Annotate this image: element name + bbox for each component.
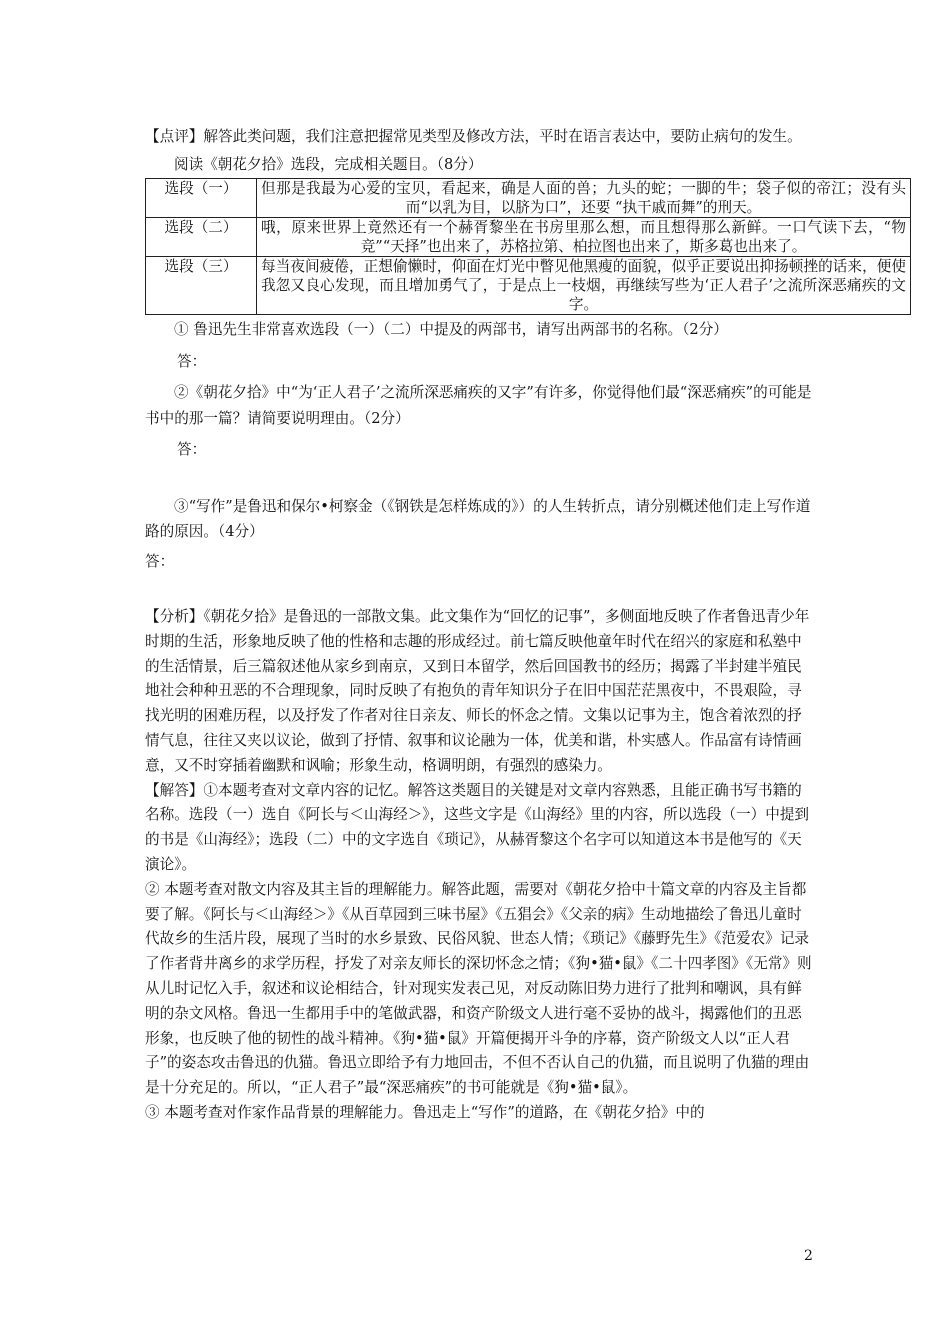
answer-paragraph-2: ② 本题考查对散文内容及其主旨的理解能力。解答此题，需要对《朝花夕拾中十篇文章的内容及主旨都要了解。《阿长与＜山海经＞》《从百草园到三味书屋》《五猖会》《父亲的病》生动地描绘了鲁迅儿童时代故乡的生活片段，展现了当时的水乡景致、民俗风貌、世态人情；《琐记》《藤野先生》《范爱农》记录了作者背井离乡的求学历程，抒发了对亲友师长的深切怀念之情；《狗•猫•鼠》《二十四孝图》《无常》则从儿时记忆入手，叙述和议论相结合，针对现实发表己见，对反动陈旧势力进行了批判和嘲讽，具有鲜明的杂文风格。鲁迅一生都用手中的笔做武器，和资产阶级文人进行毫不妥协的战斗，揭露他们的丑恶形象，也反映了他的韧性的战斗精神。《狗•猫•鼠》开篇便揭开斗争的序幕，资产阶级文人以“正人君子”的姿态攻击鲁迅的仇猫。鲁迅立即给予有力地回击，不但不否认自己的仇猫，而且说明了仇猫的理由是十分充足的。所以，“正人君子”最“深恶痛疾”的书可能就是《狗•猫•鼠》。: [145, 880, 812, 1097]
answer-label-1: 答：: [177, 352, 207, 370]
reading-intro: 阅读《朝花夕拾》选段，完成相关题目。（8分）: [174, 155, 483, 173]
document-body: [145, 124, 906, 1126]
table-row: [146, 257, 911, 315]
excerpt-text: 哦，原来世界上竟然还有一个赫胥黎坐在书房里那么想，而且想得那么新鲜。一口气读下去，“物竞”“天择”也出来了，苏格拉第、柏拉图也出来了，斯多葛也出来了。: [257, 218, 911, 257]
table-row: [146, 218, 911, 257]
table-row: [146, 179, 911, 218]
review-note: 【点评】解答此类问题，我们注意把握常见类型及修改方法，平时在语言表达中，要防止病句的发生。: [145, 128, 802, 145]
answer-label-2: 答：: [177, 441, 207, 458]
question-1: ① 鲁迅先生非常喜欢选段（一）（二）中提及的两部书，请写出两部书的名称。（2分）: [174, 321, 728, 338]
excerpt-label: 选段（一）: [146, 179, 257, 218]
answer-space: [145, 574, 813, 599]
excerpt-table: [145, 178, 911, 315]
answer-label-3: 答：: [145, 552, 175, 570]
answer-paragraph-1: 【解答】①本题考查对文章内容的记忆。解答这类题目的关键是对文章内容熟悉，且能正确书写书籍的名称。选段（一）选自《阿长与＜山海经＞》，这些文字是《山海经》里的内容，所以选段（一）中提到的书是《山海经》；选段（二）中的文字选自《琐记》，从赫胥黎这个名字可以知道这本书是他写的《天演论》。: [145, 781, 810, 873]
question-2: ②《朝花夕拾》中“为‘正人君子’之流所深恶痛疾的又字”有许多，你觉得他们最“深恶痛疾”的可能是书中的那一篇？请简要说明理由。（2分）: [145, 384, 812, 427]
excerpt-text: 但那是我最为心爱的宝贝，看起来，确是人面的兽；九头的蛇；一脚的牛；袋子似的帝江；没有头而“以乳为目，以脐为口”，还要 “执干戚而舞”的刑天。: [257, 179, 911, 218]
solution-section: [145, 605, 813, 1126]
excerpt-text: 每当夜间疲倦，正想偷懒时，仰面在灯光中瞥见他黑瘦的面貌，似乎正要说出抑扬顿挫的话来，便使我忽又良心发现，而且增加勇气了，于是点上一枝烟，再继续写些为‘正人君子’之流所深恶痛疾的文字。: [257, 257, 911, 315]
question-3: ③“写作”是鲁迅和保尔•柯察金（《钢铁是怎样炼成的》）的人生转折点，请分别概述他们走上写作道路的原因。（4分）: [145, 497, 811, 540]
answer-space: [145, 463, 813, 488]
excerpt-label: 选段（三）: [146, 257, 257, 315]
answer-paragraph-3: ③ 本题考查对作家作品背景的理解能力。鲁迅走上“写作”的道路，在《朝花夕拾》中的: [145, 1103, 705, 1121]
excerpt-label: 选段（二）: [146, 218, 257, 257]
page-number: 2: [804, 1248, 813, 1264]
analysis-paragraph: 【分析】《朝花夕拾》是鲁迅的一部散文集。此文集作为“回忆的记事”，多侧面地反映了作者鲁迅青少年时期的生活，形象地反映了他的性格和志趣的形成经过。前七篇反映他童年时代在绍兴的家庭和私塾中的生活情景，后三篇叙述他从家乡到南京，又到日本留学，然后回国教书的经历；揭露了半封建半殖民地社会种种丑恶的不合理现象，同时反映了有抱负的青年知识分子在旧中国茫茫黑夜中，不畏艰险，寻找光明的困难历程，以及抒发了作者对往日亲友、师长的怀念之情。文集以记事为主，饱含着浓烈的抒情气息，往往又夹以议论，做到了抒情、叙事和议论融为一体，优美和谐，朴实感人。作品富有诗情画意，又不时穿插着幽默和讽喻；形象生动，格调明朗，有强烈的感染力。: [145, 608, 810, 774]
